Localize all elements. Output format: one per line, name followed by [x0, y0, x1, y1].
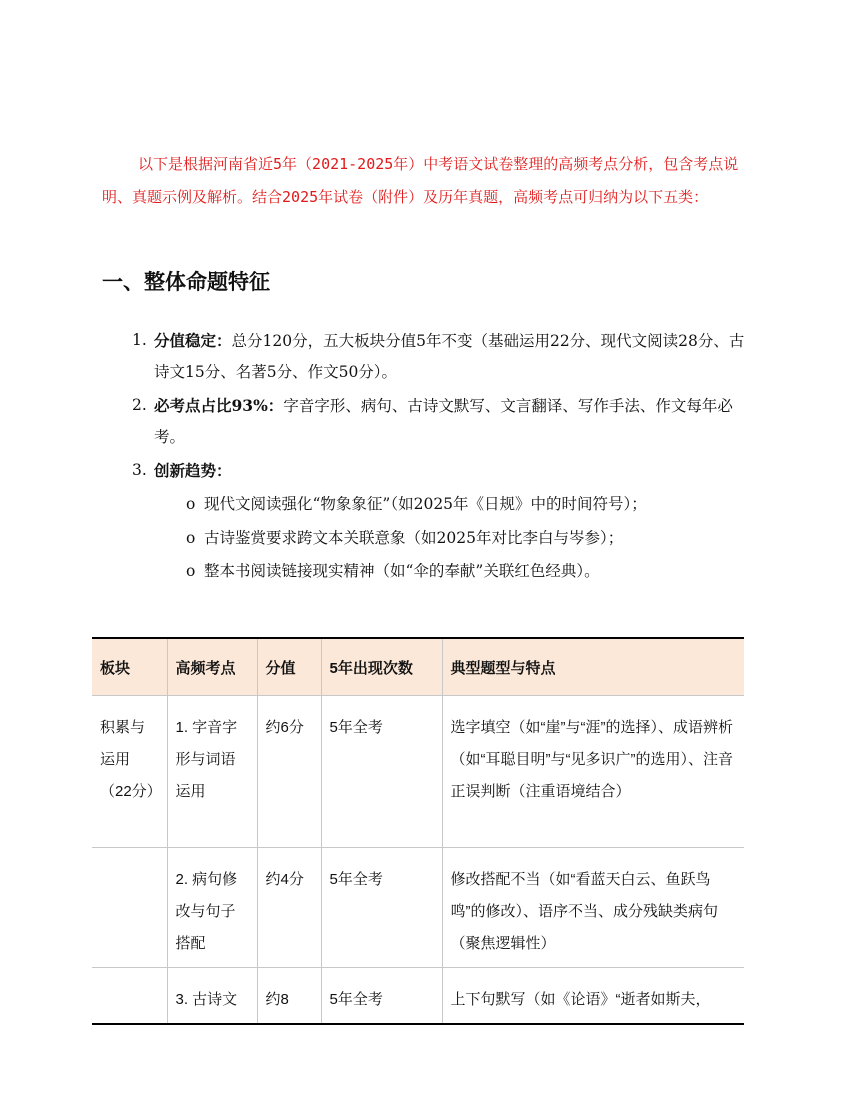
cell-description: 选字填空（如“崖”与“涯”的选择）、成语辨析（如“耳聪目明”与“见多识广”的选用）、注音正误判断（注重语境结合）: [442, 696, 744, 848]
feature-text: 总分120分，五大板块分值5年不变（基础运用22分、现代文阅读28分、古诗文15分、名著5分、作文50分）。: [154, 332, 745, 381]
exam-points-table: [92, 637, 744, 1025]
feature-item-1: [132, 325, 758, 388]
cell-description: 上下句默写（如《论语》“逝者如斯夫，: [442, 968, 744, 1025]
section-title: 一、整体命题特征: [102, 270, 270, 294]
feature-item-3: [132, 455, 758, 487]
feature-text: 字音字形、病句、古诗文默写、文言翻译、写作手法、作文每年必考。: [154, 397, 733, 446]
feature-label: 创新趋势：: [154, 461, 232, 480]
bullet-item-1: [186, 489, 647, 520]
cell-score: 约8: [257, 968, 321, 1025]
cell-frequency: 5年全考: [321, 968, 442, 1025]
cell-frequency: 5年全考: [321, 696, 442, 848]
table-row: [92, 968, 744, 1025]
table-row: [92, 696, 744, 848]
bullet-text: 现代文阅读强化“物象象征”（如2025年《日规》中的时间符号）；: [204, 495, 647, 513]
cell-description: 修改搭配不当（如“看蓝天白云、鱼跃鸟鸣”的修改）、语序不当、成分残缺类病句（聚焦逻辑性）: [442, 848, 744, 968]
feature-label: 必考点占比93%：: [154, 396, 284, 415]
header-section: 板块: [92, 638, 167, 696]
feature-number: 3.: [132, 461, 147, 479]
cell-topic: 3. 古诗文: [167, 968, 257, 1025]
cell-score: 约6分: [257, 696, 321, 848]
bullet-circle-icon: o: [186, 529, 196, 547]
feature-label: 分值稳定：: [154, 331, 232, 350]
table-row: [92, 848, 744, 968]
header-score: 分值: [257, 638, 321, 696]
header-topic: 高频考点: [167, 638, 257, 696]
cell-section: [92, 848, 167, 968]
bullet-text: 古诗鉴赏要求跨文本关联意象（如2025年对比李白与岑参）；: [204, 529, 624, 547]
cell-section: [92, 968, 167, 1025]
header-description: 典型题型与特点: [442, 638, 744, 696]
feature-number: 2.: [132, 396, 147, 414]
bullet-text: 整本书阅读链接现实精神（如“伞的奉献”关联红色经典）。: [204, 562, 600, 580]
bullet-circle-icon: o: [186, 562, 196, 580]
bullet-item-3: [186, 556, 600, 587]
header-frequency: 5年出现次数: [321, 638, 442, 696]
feature-item-2: [132, 390, 758, 453]
cell-topic: 2. 病句修改与句子搭配: [167, 848, 257, 968]
table-header-row: [92, 638, 744, 696]
cell-topic: 1. 字音字形与词语运用: [167, 696, 257, 848]
cell-section: 积累与运用（22分）: [92, 696, 167, 848]
feature-number: 1.: [132, 331, 147, 349]
bullet-item-2: [186, 523, 623, 554]
bullet-circle-icon: o: [186, 495, 196, 513]
cell-frequency: 5年全考: [321, 848, 442, 968]
intro-paragraph: 以下是根据河南省近5年（2021-2025年）中考语文试卷整理的高频考点分析，包含考点说明、真题示例及解析。结合2025年试卷（附件）及历年真题，高频考点可归纳为以下五类：: [102, 155, 739, 206]
cell-score: 约4分: [257, 848, 321, 968]
